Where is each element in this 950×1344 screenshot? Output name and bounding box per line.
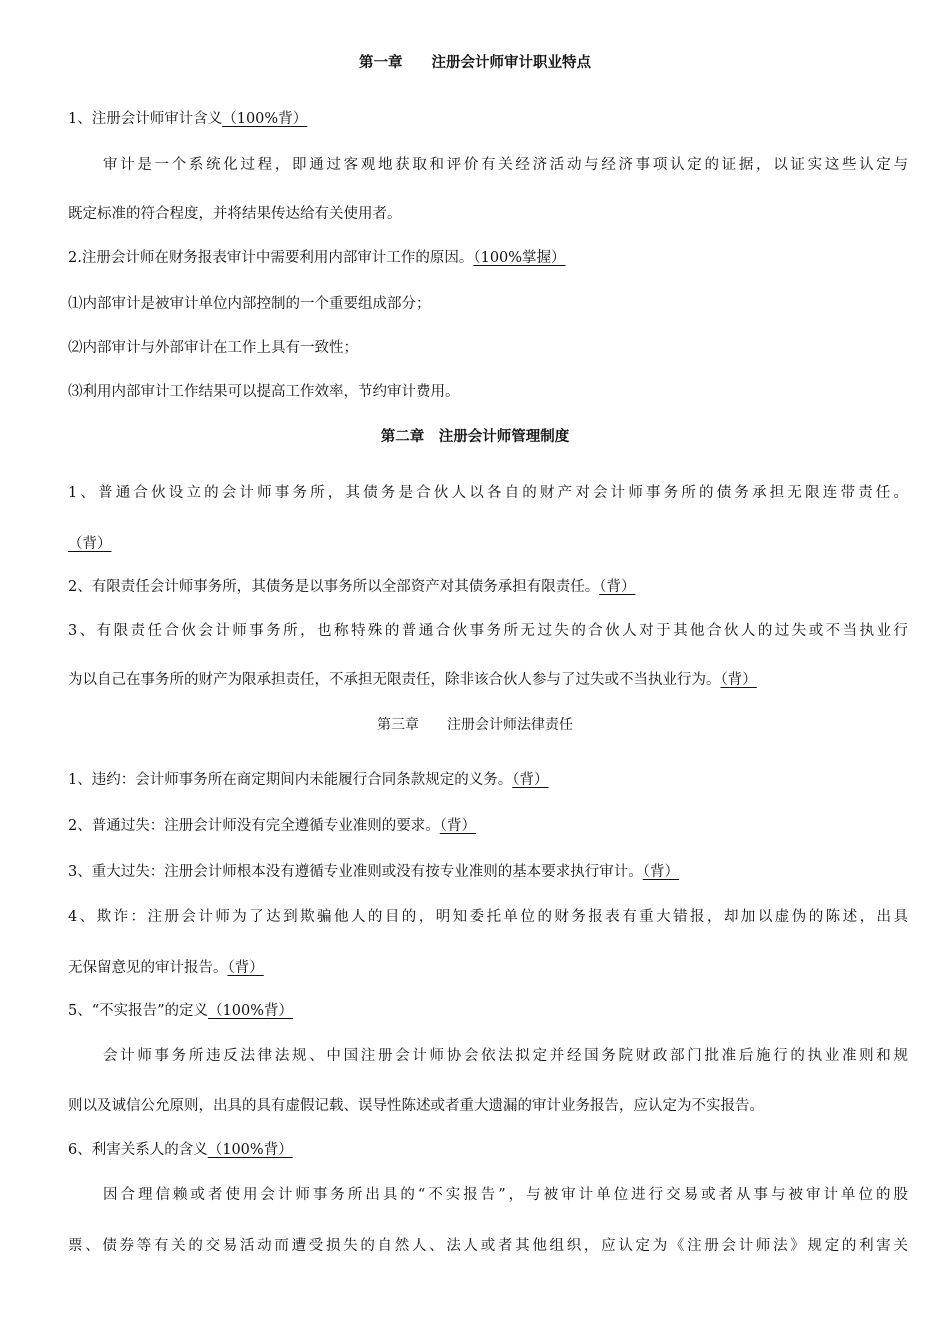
ch3-p3-mark: （背） [642,864,679,880]
ch3-p3 [68,861,908,883]
ch3-p2-text: 2、普通过失：注册会计师没有完全遵循专业准则的要求。 [68,818,440,834]
ch1-q2-mark: （100%掌握） [473,250,566,266]
ch3-p5-body-line1: 会计师事务所违反法律法规、中国注册会计师协会依法拟定并经国务院财政部门批准后施行的执业准则和规 [103,1048,908,1064]
ch1-q1-mark: （100%背） [222,111,308,127]
ch2-p3-mark: （背） [720,672,757,688]
ch3-p6-mark: （100%背） [207,1142,293,1158]
ch2-p2 [68,576,908,598]
ch2-p1-line1: 1、普通合伙设立的会计师事务所，其债务是合伙人以各自的财产对会计师事务所的债务承担无限连带责任。 [68,485,908,501]
chapter-3-title: 第三章 注册会计师法律责任 [377,717,573,733]
ch2-p3-line1: 3、有限责任合伙会计师事务所，也称特殊的普通合伙事务所无过失的合伙人对于其他合伙人的过失或不当执业行 [68,623,908,639]
ch3-p5-heading [68,1000,908,1022]
ch1-q2-item3: ⑶利用内部审计工作结果可以提高工作效率，节约审计费用。 [68,384,460,400]
ch3-p4-mark: （背） [227,960,264,976]
ch2-p2-mark: （背） [599,579,636,595]
ch3-p5-mark: （100%背） [208,1003,294,1019]
ch3-p4-line1: 4、欺诈：注册会计师为了达到欺骗他人的目的，明知委托单位的财务报表有重大错报，却加以虚伪的陈述，出具 [68,909,908,925]
ch1-q1-text: 1、注册会计师审计含义 [68,111,223,127]
ch3-p3-text: 3、重大过失：注册会计师根本没有遵循专业准则或没有按专业准则的基本要求执行审计。 [68,864,643,880]
ch2-p1-line2 [68,533,908,555]
ch3-p1 [68,769,908,791]
ch3-p2-mark: （背） [439,818,476,834]
ch3-p5-text: 5、“不实报告”的定义 [68,1003,209,1019]
ch3-p6-body-line2: 票、债券等有关的交易活动而遭受损失的自然人、法人或者其他组织，应认定为《注册会计师法》规定的利害关 [68,1238,908,1254]
ch3-p1-mark: （背） [512,772,549,788]
ch3-p6-heading [68,1139,908,1161]
ch1-q1-body-line1: 审计是一个系统化过程，即通过客观地获取和评价有关经济活动与经济事项认定的证据，以证实这些认定与 [103,157,908,173]
ch3-p6-text: 6、利害关系人的含义 [68,1142,208,1158]
ch3-p4-text2: 无保留意见的审计报告。 [68,960,228,976]
chapter-2-title: 第二章 注册会计师管理制度 [380,428,570,445]
ch1-q2-item1: ⑴内部审计是被审计单位内部控制的一个重要组成部分； [68,296,431,312]
ch3-p1-text: 1、违约：会计师事务所在商定期间内未能履行合同条款规定的义务。 [68,772,513,788]
chapter-1-title: 第一章 注册会计师审计职业特点 [359,54,591,71]
ch1-q1-heading [68,108,908,130]
ch2-p3-line2 [68,669,908,691]
ch3-p6-body-line1: 因合理信赖或者使用会计师事务所出具的“不实报告”，与被审计单位进行交易或者从事与被审计单位的股 [103,1187,908,1203]
ch2-p1-mark: （背） [68,536,112,552]
ch2-p3-text2: 为以自己在事务所的财产为限承担责任，不承担无限责任，除非该合伙人参与了过失或不当执业行为。 [68,672,721,688]
ch3-p4-line2 [68,957,908,979]
ch3-p2 [68,815,908,837]
ch2-p2-text: 2、有限责任会计师事务所，其债务是以事务所以全部资产对其债务承担有限责任。 [68,579,600,595]
ch1-q1-body-line2: 既定标准的符合程度，并将结果传达给有关使用者。 [68,206,402,222]
ch1-q2-item2: ⑵内部审计与外部审计在工作上具有一致性； [68,340,358,356]
ch1-q2-text: 2.注册会计师在财务报表审计中需要利用内部审计工作的原因。 [68,250,474,266]
ch3-p5-body-line2: 则以及诚信公允原则，出具的具有虚假记载、误导性陈述或者重大遗漏的审计业务报告，应认定为不实报告。 [68,1098,764,1114]
ch1-q2-heading [68,247,908,269]
